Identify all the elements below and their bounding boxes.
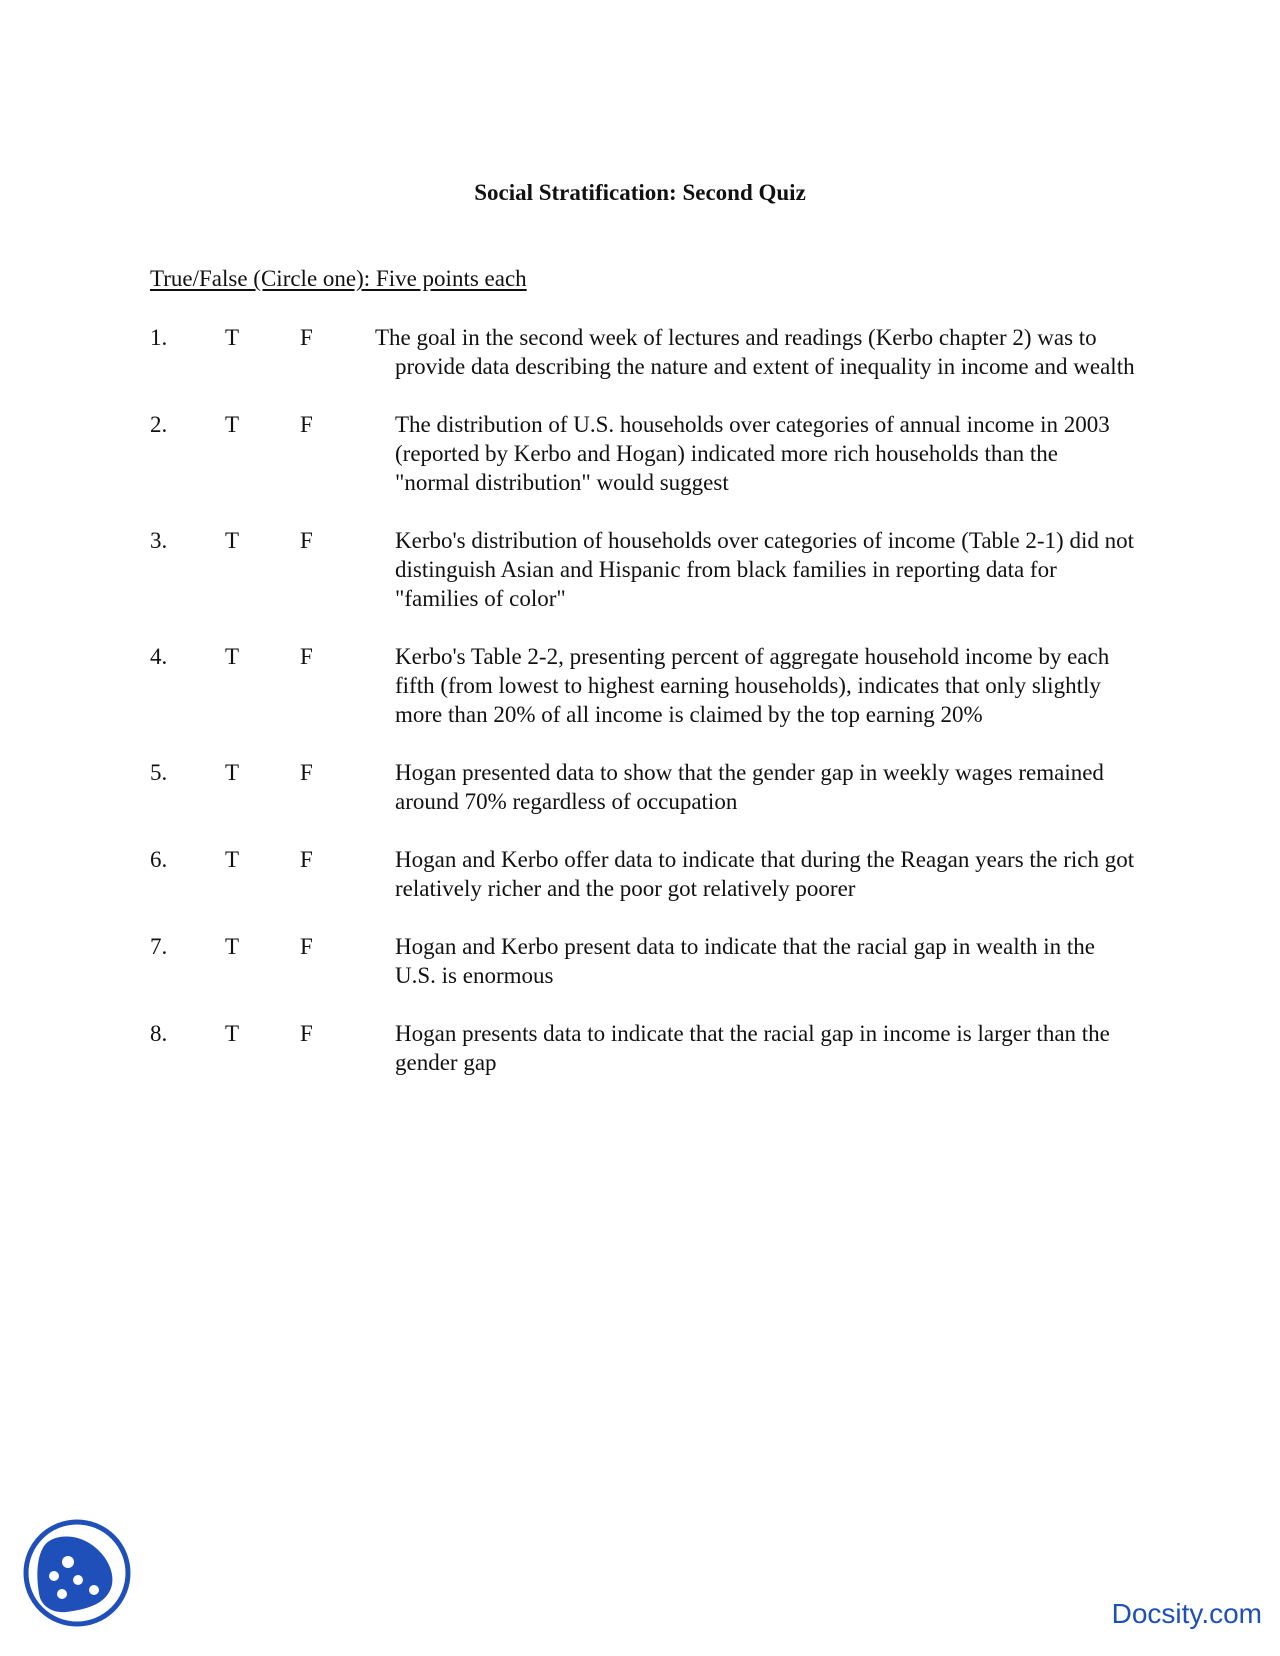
question-text: Kerbo's Table 2-2, presenting percent of aggregate household income by each fifth (from lowest to highest earning households), indicates that only slightly more than 20% of all income is claimed by the top earning 20% (395, 644, 1110, 727)
question-number: 4. (150, 644, 168, 669)
question-text: Hogan and Kerbo offer data to indicate that during the Reagan years the rich got relatively richer and the poor got relatively poorer (395, 847, 1135, 901)
false-option[interactable]: F (300, 760, 313, 785)
question-number: 2. (150, 412, 168, 437)
question-item (0, 642, 1280, 729)
true-option[interactable]: T (225, 528, 240, 553)
false-option[interactable]: F (300, 644, 313, 669)
question-item (0, 758, 1280, 816)
question-number: 3. (150, 528, 168, 553)
question-text: Hogan presented data to show that the gender gap in weekly wages remained around 70% regardless of occupation (395, 760, 1104, 814)
true-option[interactable]: T (225, 412, 240, 437)
true-option[interactable]: T (225, 847, 240, 872)
question-item (0, 323, 1280, 381)
question-item (0, 932, 1280, 990)
question-item (0, 845, 1280, 903)
question-list (0, 323, 1280, 1077)
page-title: Social Stratification: Second Quiz (474, 180, 806, 205)
question-text: The distribution of U.S. households over categories of annual income in 2003 (reported by Kerbo and Hogan) indicated more rich households than the "normal distribution" would suggest (395, 412, 1110, 495)
question-text: Kerbo's distribution of households over categories of income (Table 2-1) did not distinguish Asian and Hispanic from black families in reporting data for "families of color" (395, 528, 1134, 611)
question-text: The goal in the second week of lectures and readings (Kerbo chapter 2) was to provide data describing the nature and extent of inequality in income and wealth (375, 325, 1135, 379)
true-option[interactable]: T (225, 760, 240, 785)
question-item (0, 1019, 1280, 1077)
question-text: Hogan and Kerbo present data to indicate that the racial gap in wealth in the U.S. is enormous (395, 934, 1095, 988)
false-option[interactable]: F (300, 934, 313, 959)
section-heading: True/False (Circle one): Five points each (150, 266, 527, 291)
question-number: 5. (150, 760, 168, 785)
question-item (0, 526, 1280, 613)
false-option[interactable]: F (300, 1021, 313, 1046)
question-number: 1. (150, 325, 168, 350)
question-number: 6. (150, 847, 168, 872)
false-option[interactable]: F (300, 528, 313, 553)
true-option[interactable]: T (225, 325, 240, 350)
false-option[interactable]: F (300, 325, 313, 350)
false-option[interactable]: F (300, 412, 313, 437)
question-text: Hogan presents data to indicate that the racial gap in income is larger than the gender gap (395, 1021, 1110, 1075)
question-number: 8. (150, 1021, 168, 1046)
true-option[interactable]: T (225, 1021, 240, 1046)
question-item (0, 410, 1280, 497)
true-option[interactable]: T (225, 934, 240, 959)
docsity-brand-link[interactable]: Docsity.com (1111, 1598, 1262, 1629)
false-option[interactable]: F (300, 847, 313, 872)
question-number: 7. (150, 934, 168, 959)
true-option[interactable]: T (225, 644, 240, 669)
docsity-logo-icon[interactable] (22, 1518, 132, 1628)
